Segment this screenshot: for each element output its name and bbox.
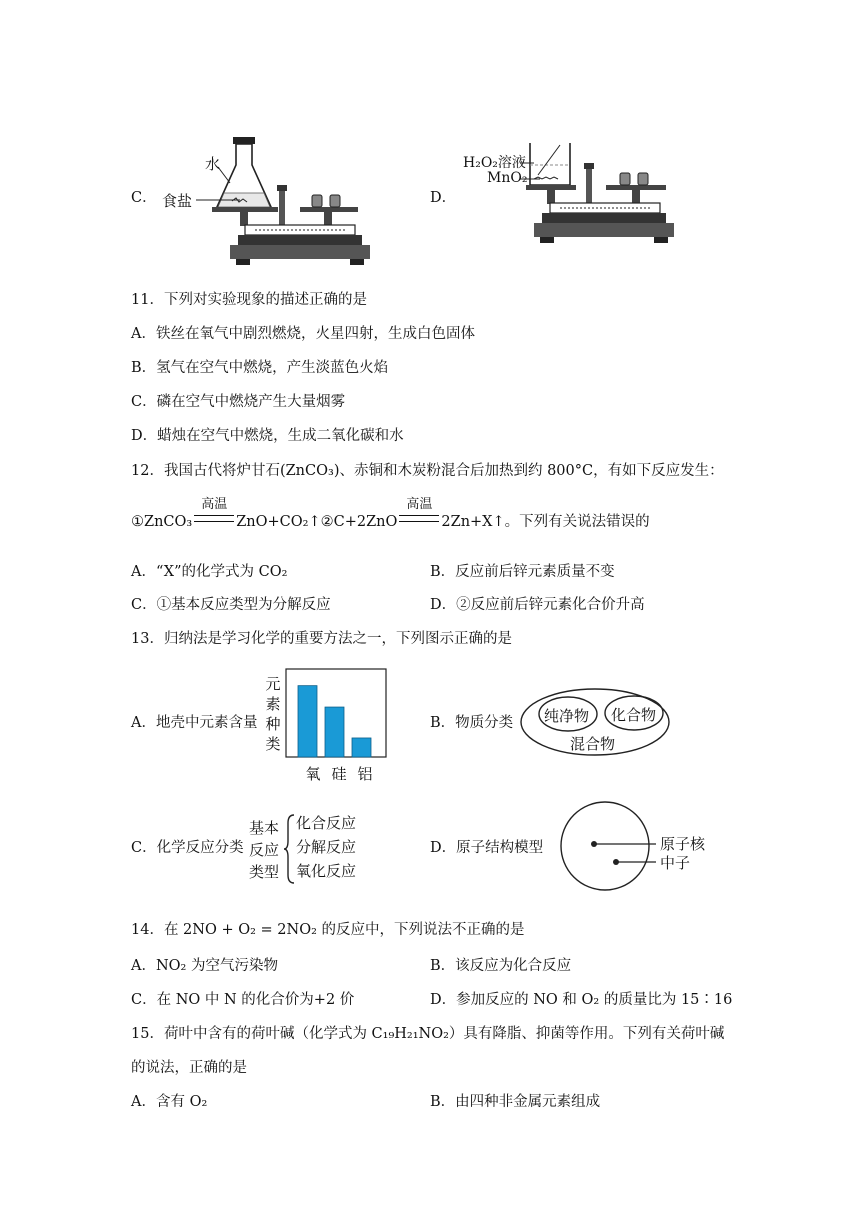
q15-option-b: B．由四种非金属元素组成 <box>430 1094 601 1110</box>
salt-label: 食盐 <box>162 192 193 210</box>
reaction-type-left: 基本 反应 类型 <box>249 819 280 881</box>
mno2-label: MnO₂ <box>487 170 528 186</box>
q13-stem: 13．归纳法是学习化学的重要方法之一，下列图示正确的是 <box>131 631 512 647</box>
q13-option-b-label: B．物质分类 <box>430 715 514 731</box>
eq2-right: 2Zn+X↑。下列有关说法错误的 <box>441 514 650 530</box>
compound-label: 化合物 <box>611 706 657 724</box>
q11-stem: 11．下列对实验现象的描述正确的是 <box>131 292 367 308</box>
bar-label-o: 氧 <box>305 765 321 783</box>
q12-equations <box>131 497 650 532</box>
q13-option-c-label: C．化学反应分类 <box>131 840 244 856</box>
nucleus-label: 原子核 <box>660 835 706 853</box>
neutron-label: 中子 <box>660 854 691 872</box>
q11-option-d: D．蜡烛在空气中燃烧，生成二氧化碳和水 <box>131 428 404 444</box>
balance-figure-c <box>160 135 380 270</box>
brace-icon <box>283 813 295 885</box>
q14-option-a: A．NO₂ 为空气污染物 <box>131 958 278 974</box>
q12-option-d: D．②反应前后锌元素化合价升高 <box>430 597 645 613</box>
mixture-label: 混合物 <box>570 735 616 753</box>
q11-option-b: B．氢气在空气中燃烧，产生淡蓝色火焰 <box>131 360 389 376</box>
q11-option-c: C．磷在空气中燃烧产生大量烟雾 <box>131 394 346 410</box>
q13-option-a-label: A．地壳中元素含量 <box>131 715 258 731</box>
q13-option-d-label: D．原子结构模型 <box>430 840 544 856</box>
h2o2-label: H₂O₂溶液 <box>463 155 526 171</box>
q12-option-c: C．①基本反应类型为分解反应 <box>131 597 331 613</box>
bar-label-al: 铝 <box>357 765 373 783</box>
q10-option-d-letter: D． <box>430 190 457 206</box>
bar-2 <box>352 738 371 757</box>
chart-ylabel: 元 素 种 类 <box>265 675 281 753</box>
eq1-left: ①ZnCO₃ <box>131 514 193 530</box>
bar-1 <box>325 707 344 757</box>
q12-option-a: A．“X”的化学式为 CO₂ <box>131 564 288 580</box>
eq1-condition: 高温 <box>192 512 236 532</box>
bar-label-si: 硅 <box>331 765 347 783</box>
balance-figure-d <box>520 135 690 250</box>
q15-stem-line1: 15．荷叶中含有的荷叶碱（化学式为 C₁₉H₂₁NO₂）具有降脂、抑菌等作用。下列有关荷叶碱 <box>131 1026 725 1042</box>
q15-option-a: A．含有 O₂ <box>131 1094 208 1110</box>
element-content-bar-chart <box>285 668 387 760</box>
q15-stem-line2: 的说法，正确的是 <box>131 1060 247 1076</box>
bar-0 <box>298 686 317 757</box>
reaction-type-right: 化合反应 分解反应 氧化反应 <box>296 814 357 880</box>
eq1-right: ZnO+CO₂↑②C+2ZnO <box>236 514 398 530</box>
q10-option-c-letter: C． <box>131 190 157 206</box>
q14-stem: 14．在 2NO + O₂ = 2NO₂ 的反应中，下列说法不正确的是 <box>131 922 525 938</box>
q11-option-a: A．铁丝在氧气中剧烈燃烧，火星四射，生成白色固体 <box>131 326 475 342</box>
q12-option-b: B．反应前后锌元素质量不变 <box>430 564 615 580</box>
atom-model-diagram <box>550 800 660 892</box>
q14-option-c: C．在 NO 中 N 的化合价为+2 价 <box>131 992 355 1008</box>
water-label: 水 <box>205 155 221 173</box>
q12-stem: 12．我国古代将炉甘石(ZnCO₃)、赤铜和木炭粉混合后加热到约 800°C，有如下反应发生： <box>131 463 724 479</box>
eq2-condition: 高温 <box>397 512 441 532</box>
pure-substance-label: 纯净物 <box>544 707 590 725</box>
chart-xlabels <box>300 763 378 784</box>
q14-option-b: B．该反应为化合反应 <box>430 958 572 974</box>
q14-option-d: D．参加反应的 NO 和 O₂ 的质量比为 15∶16 <box>430 992 733 1008</box>
